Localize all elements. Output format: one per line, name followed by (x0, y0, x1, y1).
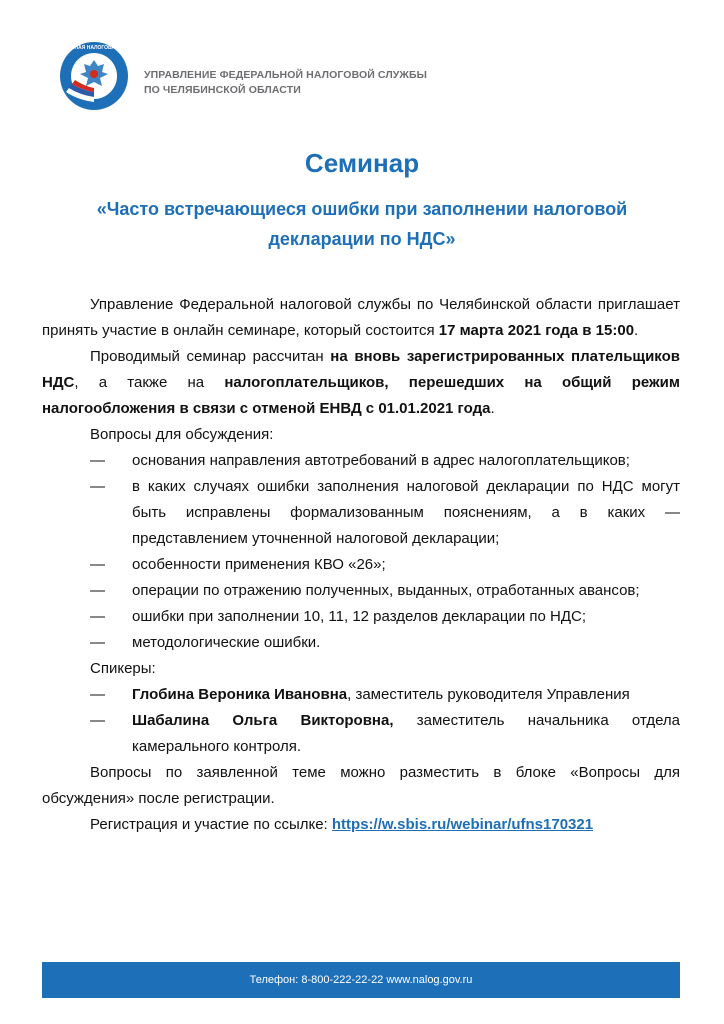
dash-bullet: — (90, 452, 105, 469)
topic-text: ошибки при заполнении 10, 11, 12 разделов декларации по НДС; (132, 608, 586, 625)
registration-link[interactable]: https://w.sbis.ru/webinar/ufns170321 (331, 816, 594, 833)
speaker-name: Шабалина Ольга Викторовна, (132, 712, 394, 729)
audience-bold-2: налогоплательщиков, перешедших на общий режим налогообложения в связи с отменой ЕНВД с 01.01.2021 года (42, 374, 680, 417)
topic-text: методологические ошибки. (132, 634, 321, 651)
dash-bullet: — (90, 582, 105, 599)
subtitle-line2: декларации по НДС» (268, 229, 456, 249)
list-item (42, 578, 680, 604)
org-name-line2: ПО ЧЕЛЯБИНСКОЙ ОБЛАСТИ (144, 84, 301, 96)
page-subtitle (62, 194, 662, 254)
page-header (46, 40, 658, 130)
dash-bullet: — (90, 712, 105, 729)
list-item (42, 604, 680, 630)
dash-bullet: — (90, 686, 105, 703)
speaker-role: , заместитель руководителя Управления (347, 686, 630, 703)
speakers-list (42, 682, 680, 760)
dash-bullet: — (90, 478, 105, 495)
intro-paragraph (42, 292, 680, 344)
topics-heading: Вопросы для обсуждения: (90, 426, 274, 443)
document-body (42, 292, 680, 838)
intro-text: Управление Федеральной налоговой службы по Челябинской области приглашает принять участие в онлайн семинаре, который состоится (42, 296, 680, 339)
seminar-date: 17 марта 2021 года в 15:00 (438, 322, 635, 339)
page-title: Семинар (304, 148, 420, 178)
questions-note: Вопросы по заявленной теме можно разместить в блоке «Вопросы для обсуждения» после регистрации. (42, 764, 680, 807)
registration-line (42, 812, 680, 838)
registration-label: Регистрация и участие по ссылке: (90, 816, 332, 833)
list-item (42, 552, 680, 578)
speaker-name: Глобина Вероника Ивановна (132, 686, 348, 703)
org-name-line1: УПРАВЛЕНИЕ ФЕДЕРАЛЬНОЙ НАЛОГОВОЙ СЛУЖБЫ (144, 69, 428, 81)
audience-text-2: , а также на (74, 374, 225, 391)
dash-bullet: — (90, 556, 105, 573)
audience-bold-1: на вновь зарегистрированных плательщиков НДС (42, 348, 680, 391)
footer-bar (42, 962, 680, 998)
topic-text: особенности применения КВО «26»; (132, 556, 386, 573)
topic-text: операции по отражению полученных, выданных, отработанных авансов; (132, 582, 640, 599)
speakers-heading: Спикеры: (90, 660, 156, 677)
footer-contact: Телефон: 8-800-222-22-22 www.nalog.gov.ru (249, 974, 473, 986)
speaker-role: заместитель начальника отдела камерального контроля. (132, 712, 681, 755)
speaker-item (42, 682, 680, 708)
list-item (42, 448, 680, 474)
fns-emblem-icon (46, 40, 142, 112)
audience-paragraph (42, 344, 680, 422)
topics-list (42, 448, 680, 656)
list-item (42, 630, 680, 656)
topic-text: основания направления автотребований в адрес налогоплательщиков; (132, 452, 630, 469)
subtitle-line1: «Часто встречающиеся ошибки при заполнении налоговой (96, 199, 628, 219)
speaker-item (42, 708, 680, 760)
topic-text: в каких случаях ошибки заполнения налоговой декларации по НДС могут быть исправлены формализованным пояснениям, а в каких — представлением уточненной налоговой декларации; (132, 478, 680, 547)
dash-bullet: — (90, 608, 105, 625)
audience-text-1: Проводимый семинар рассчитан (90, 348, 331, 365)
dash-bullet: — (90, 634, 105, 651)
intro-end: . (634, 322, 639, 339)
list-item (42, 474, 680, 552)
logo-ring-text: ФЕДЕРАЛЬНАЯ НАЛОГОВАЯ СЛУЖБА (46, 45, 142, 51)
audience-text-3: . (490, 400, 495, 417)
organization-name (144, 68, 427, 98)
